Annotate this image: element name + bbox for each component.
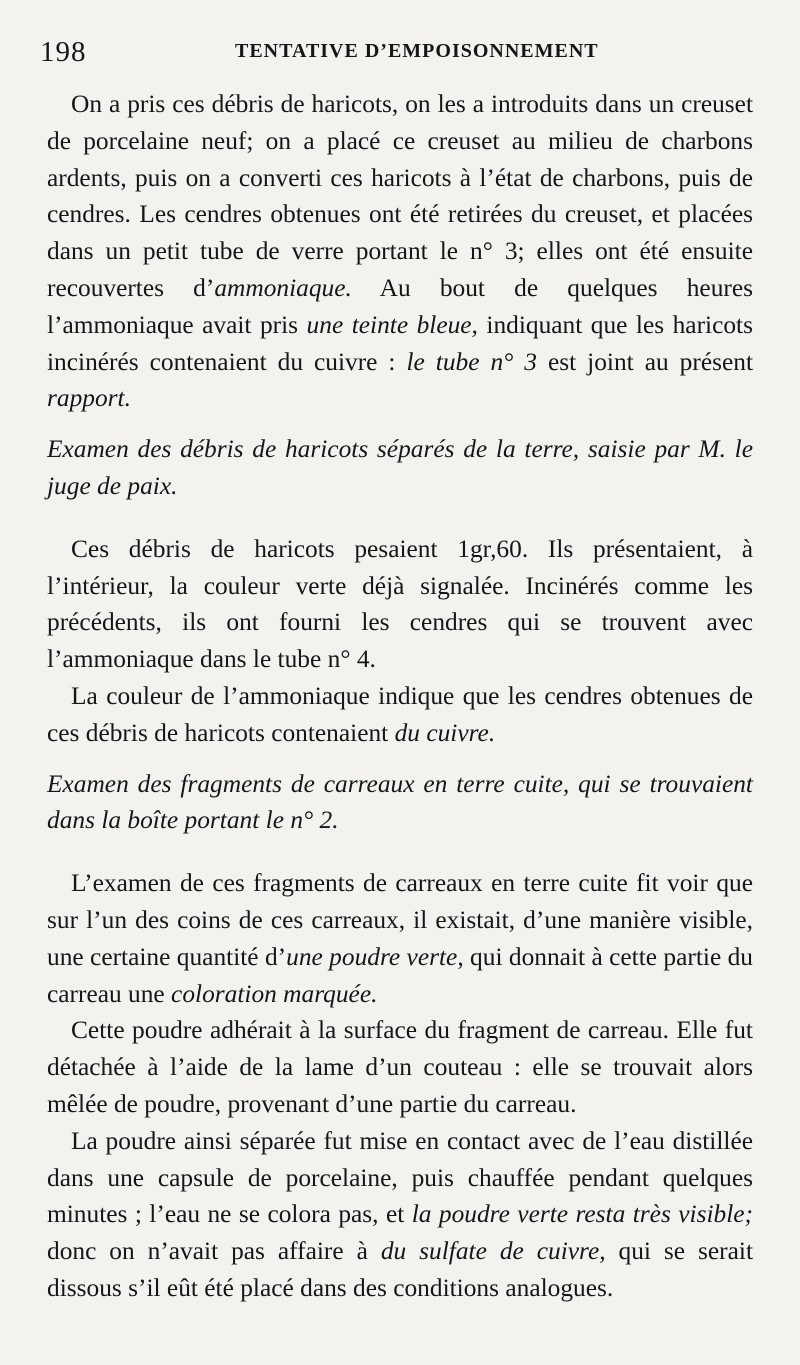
paragraph-4 [47,865,753,1012]
p6-italic-poudre-verte: la poudre verte resta très visible; [411,1200,753,1229]
spacer [47,505,753,531]
body-text [47,86,753,1307]
p1-italic-ammoniaque: ammoniaque. [214,273,352,302]
section-heading-2: Examen des fragments de carreaux en terre cuite, qui se trouvaient dans la boîte portant le n° 2. [47,769,753,835]
paragraph-1 [47,86,753,417]
paragraph-3 [47,678,753,752]
p1-text-g: est joint au présent [537,347,753,376]
page-header [0,36,800,76]
paragraph-6 [47,1123,753,1307]
section-heading-1: Examen des débris de haricots séparés de la terre, saisie par M. le juge de paix. [47,435,753,500]
p4-italic-coloration: coloration marquée. [171,979,378,1008]
p3-italic-cuivre: du cuivre. [394,718,496,747]
p1-italic-tube: le tube n° 3 [406,347,538,376]
p1-italic-rapport: rapport. [47,384,131,413]
p1-text-a: On a pris ces débris de haricots, on les a introduits dans un creuset de porcelaine neuf; on a placé ce creuset au milieu de charbons ardents, puis on a converti ces haricots à l’état de charbons, puis de cendres. Les cendres obtenues ont été retirées du creuset, et placées dans un petit tube de verre portant le n° 3; elles ont été ensuite recouvertes d’ [47,90,753,302]
p4-italic-poudre: une poudre verte [286,942,458,971]
p3-text-a: La couleur de l’ammoniaque indique que les cendres obtenues de ces débris de haricots contenaient [47,681,753,747]
spacer [47,752,753,766]
p4-text-a: L’examen de ces fragments de carreaux en terre cuite fit voir que sur l’un des coins de ces carreaux, il existait, d’une manière visible, une certaine quantité d’ [47,869,753,971]
p1-text-e: indiquant que les haricots incinérés contenaient du cuivre : [47,310,753,376]
p1-italic-teinte: une teinte bleue, [306,310,478,339]
spacer [47,417,753,431]
paragraph-5: Cette poudre adhérait à la surface du fragment de carreau. Elle fut détachée à l’aide de la lame d’un couteau : elle se trouvait alors mêlée de poudre, provenant d’une partie du carreau. [47,1016,753,1118]
paragraph-2: Ces débris de haricots pesaient 1gr,60. Ils présentaient, à l’intérieur, la couleur verte déjà signalée. Incinérés comme les précédents, ils ont fourni les cendres qui se trouvent avec l’ammoniaque dans le tube n° 4. [47,534,753,674]
p4-text-c: , qui donnait à cette partie du carreau une [47,942,753,1008]
p6-text-e: qui se serait dissous s’il eût été placé dans des conditions analogues. [47,1237,754,1302]
p6-text-c: donc on n’avait pas affaire à [47,1237,381,1266]
p1-text-c: Au bout de quelques heures l’ammoniaque avait pris [47,273,753,339]
running-title: TENTATIVE D’EMPOISONNEMENT [235,40,599,62]
p6-italic-sulfate: du sulfate de cuivre, [380,1237,606,1266]
page-number: 198 [40,36,87,68]
p6-text-a: La poudre ainsi séparée fut mise en contact avec de l’eau distillée dans une capsule de porcelaine, puis chauffée pendant quelques minutes ; l’eau ne se colora pas, et [47,1126,753,1229]
spacer [47,839,753,865]
